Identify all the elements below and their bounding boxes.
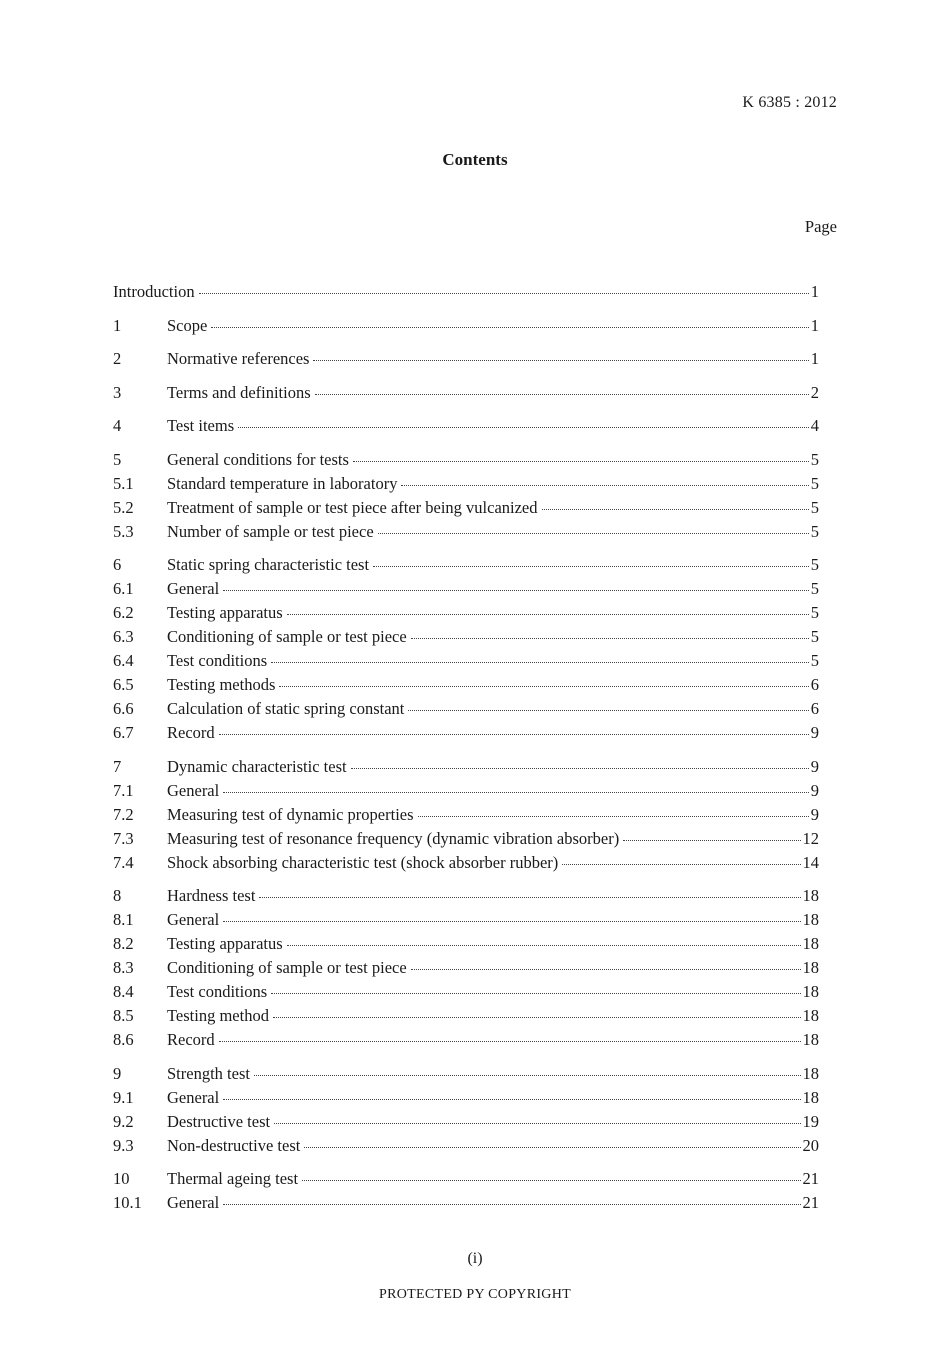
toc-entry-page: 9 [810, 723, 819, 742]
toc-entry[interactable] [113, 472, 819, 496]
toc-entry-label: Calculation of static spring constant [167, 699, 405, 718]
toc-entry[interactable] [113, 1062, 819, 1086]
toc-entry[interactable] [113, 625, 819, 649]
toc-entry-page: 2 [810, 382, 819, 402]
toc-entry-page: 5 [810, 627, 819, 646]
toc-entry[interactable] [113, 601, 819, 625]
toc-entry-label: Record [167, 723, 215, 742]
toc-entry-label: General [167, 579, 220, 598]
toc-entry-page: 5 [810, 497, 819, 517]
toc-dot-leader [378, 520, 809, 534]
table-of-contents [113, 280, 819, 1215]
toc-entry-label: General [167, 780, 220, 800]
toc-entry-page: 9 [810, 804, 819, 824]
toc-entry-label: General [167, 910, 220, 929]
toc-entry-number: 6.1 [113, 579, 134, 598]
toc-entry-page: 18 [802, 982, 819, 1001]
toc-dot-leader [219, 721, 809, 735]
toc-entry-label: Testing apparatus [167, 934, 283, 953]
toc-entry-number: 6.2 [113, 603, 134, 622]
toc-entry-page: 1 [810, 349, 819, 368]
toc-dot-leader [259, 884, 800, 898]
toc-entry-number: 3 [113, 382, 122, 402]
toc-entry-page: 18 [802, 958, 819, 977]
toc-entry-number: 9 [113, 1063, 122, 1083]
toc-entry-page: 18 [802, 910, 819, 929]
toc-entry-number: 8.4 [113, 982, 134, 1001]
toc-entry[interactable] [113, 755, 819, 779]
toc-entry[interactable] [113, 980, 819, 1004]
toc-entry[interactable] [113, 851, 819, 875]
toc-dot-leader [223, 1086, 800, 1100]
toc-entry-number: 9.1 [113, 1087, 134, 1107]
toc-entry-label: Test conditions [167, 651, 268, 670]
toc-entry-number: 6.4 [113, 651, 134, 670]
standard-id: K 6385 : 2012 [742, 94, 837, 111]
toc-dot-leader [274, 1110, 800, 1124]
toc-entry[interactable] [113, 448, 819, 472]
toc-entry-page: 6 [810, 675, 819, 694]
toc-dot-leader [315, 381, 809, 395]
toc-entry-number: 8.5 [113, 1006, 134, 1025]
toc-entry-label: Dynamic characteristic test [167, 756, 347, 776]
toc-entry-number: 7.2 [113, 804, 134, 824]
toc-dot-leader [279, 673, 808, 687]
toc-dot-leader [304, 1134, 800, 1148]
toc-dot-leader [542, 496, 809, 510]
toc-entry-label: Testing method [167, 1006, 269, 1025]
toc-dot-leader [562, 851, 800, 865]
toc-entry-label: Treatment of sample or test piece after being vulcanized [167, 497, 538, 517]
toc-entry-label: Measuring test of resonance frequency (dynamic vibration absorber) [167, 828, 620, 848]
toc-entry-label: Testing methods [167, 675, 276, 694]
toc-entry[interactable] [113, 520, 819, 544]
toc-entry-number: 5 [113, 449, 122, 469]
toc-entry-label: Measuring test of dynamic properties [167, 804, 414, 824]
toc-entry[interactable] [113, 721, 819, 745]
toc-dot-leader [287, 601, 809, 615]
toc-entry-label: Introduction [113, 282, 195, 301]
toc-entry-label: Test conditions [167, 982, 268, 1001]
toc-dot-leader [287, 932, 801, 946]
toc-entry-page: 14 [802, 852, 819, 872]
toc-dot-leader [271, 649, 809, 663]
toc-entry-page: 9 [810, 756, 819, 776]
toc-entry[interactable] [113, 1134, 819, 1158]
toc-entry[interactable] [113, 1004, 819, 1028]
toc-entry-number: 4 [113, 416, 122, 435]
toc-entry-page: 18 [802, 886, 819, 905]
toc-entry[interactable] [113, 649, 819, 673]
toc-entry-label: Hardness test [167, 886, 256, 905]
toc-entry[interactable] [113, 932, 819, 956]
toc-entry[interactable] [113, 779, 819, 803]
toc-dot-leader [223, 779, 809, 793]
toc-entry-number: 6.3 [113, 627, 134, 646]
toc-entry-page: 5 [810, 579, 819, 598]
toc-entry-label: Test items [167, 416, 235, 435]
toc-entry-number: 6 [113, 555, 122, 574]
toc-entry-number: 2 [113, 349, 122, 368]
toc-entry-label: Conditioning of sample or test piece [167, 958, 407, 977]
toc-entry-page: 1 [810, 282, 819, 301]
page-title: Contents [442, 150, 508, 169]
toc-entry-number: 1 [113, 315, 122, 335]
toc-dot-leader [411, 956, 801, 970]
toc-entry-number: 10 [113, 1169, 130, 1188]
toc-dot-leader [271, 980, 800, 994]
toc-entry-page: 18 [802, 1006, 819, 1025]
toc-entry-label: Thermal ageing test [167, 1169, 299, 1188]
toc-entry[interactable] [113, 1110, 819, 1134]
toc-entry-page: 18 [802, 1087, 819, 1107]
toc-entry-number: 6.7 [113, 723, 134, 742]
toc-dot-leader [219, 1028, 801, 1042]
toc-entry-page: 4 [810, 416, 819, 435]
toc-entry[interactable] [113, 956, 819, 980]
toc-entry[interactable] [113, 1167, 819, 1191]
toc-entry-number: 10.1 [113, 1193, 142, 1212]
toc-entry-page: 21 [802, 1193, 819, 1212]
toc-entry-label: Scope [167, 315, 208, 335]
toc-dot-leader [223, 577, 809, 591]
toc-entry[interactable] [113, 827, 819, 851]
toc-entry-number: 9.3 [113, 1135, 134, 1155]
page-column-label: Page [804, 217, 837, 236]
toc-entry-label: Strength test [167, 1063, 250, 1083]
toc-entry[interactable] [113, 673, 819, 697]
toc-dot-leader [353, 448, 809, 462]
toc-entry[interactable] [113, 553, 819, 577]
footer-page-number: (i) [467, 1250, 483, 1267]
toc-entry[interactable] [113, 697, 819, 721]
toc-entry-number: 8 [113, 886, 122, 905]
toc-entry[interactable] [113, 1191, 819, 1215]
toc-entry[interactable] [113, 577, 819, 601]
toc-entry[interactable] [113, 314, 819, 338]
toc-entry-page: 9 [810, 780, 819, 800]
toc-entry-label: Number of sample or test piece [167, 521, 374, 541]
toc-entry-page: 18 [802, 1063, 819, 1083]
toc-dot-leader [373, 553, 809, 567]
toc-entry-number: 8.6 [113, 1030, 134, 1049]
footer-copyright: PROTECTED PY COPYRIGHT [379, 1287, 571, 1302]
toc-entry-label: Record [167, 1030, 215, 1049]
toc-entry-number: 5.2 [113, 497, 134, 517]
toc-entry-label: Testing apparatus [167, 603, 283, 622]
toc-entry-label: Terms and definitions [167, 382, 311, 402]
toc-entry-page: 18 [802, 934, 819, 953]
toc-entry-page: 1 [810, 315, 819, 335]
toc-dot-leader [223, 1191, 800, 1205]
toc-dot-leader [408, 697, 808, 711]
toc-entry-number: 8.3 [113, 958, 134, 977]
toc-entry[interactable] [113, 414, 819, 438]
toc-dot-leader [273, 1004, 801, 1018]
toc-entry-page: 19 [802, 1111, 819, 1131]
toc-dot-leader [302, 1167, 800, 1181]
toc-entry-label: Static spring characteristic test [167, 555, 370, 574]
toc-entry[interactable] [113, 347, 819, 371]
toc-entry-number: 5.1 [113, 473, 134, 493]
toc-entry[interactable] [113, 1028, 819, 1052]
toc-entry-label: General [167, 1087, 220, 1107]
toc-dot-leader [313, 347, 808, 361]
toc-entry-number: 6.5 [113, 675, 134, 694]
toc-entry[interactable] [113, 884, 819, 908]
toc-dot-leader [223, 908, 800, 922]
toc-entry-page: 5 [810, 473, 819, 493]
toc-entry-number: 7 [113, 756, 122, 776]
toc-entry[interactable] [113, 803, 819, 827]
toc-entry-label: General conditions for tests [167, 449, 349, 469]
toc-entry-number: 8.2 [113, 934, 134, 953]
toc-dot-leader [351, 755, 809, 769]
toc-entry[interactable] [113, 1086, 819, 1110]
toc-entry-number: 7.1 [113, 780, 134, 800]
toc-entry-number: 8.1 [113, 910, 134, 929]
toc-dot-leader [211, 314, 808, 328]
toc-entry-label: Standard temperature in laboratory [167, 473, 398, 493]
toc-dot-leader [254, 1062, 801, 1076]
toc-entry-number: 5.3 [113, 521, 134, 541]
toc-dot-leader [199, 280, 809, 294]
toc-entry-page: 20 [802, 1135, 819, 1155]
toc-entry-page: 18 [802, 1030, 819, 1049]
toc-dot-leader [411, 625, 809, 639]
toc-dot-leader [401, 472, 808, 486]
toc-entry-number: 7.3 [113, 828, 134, 848]
toc-entry-label: Conditioning of sample or test piece [167, 627, 407, 646]
toc-entry[interactable] [113, 496, 819, 520]
toc-entry-page: 5 [810, 555, 819, 574]
toc-entry-page: 21 [802, 1169, 819, 1188]
toc-entry-page: 12 [802, 828, 819, 848]
toc-entry-label: Shock absorbing characteristic test (shock absorber rubber) [167, 852, 559, 872]
toc-entry-label: Normative references [167, 349, 310, 368]
toc-entry[interactable] [113, 908, 819, 932]
toc-dot-leader [418, 803, 809, 817]
toc-entry-number: 6.6 [113, 699, 134, 718]
toc-entry-number: 7.4 [113, 852, 134, 872]
toc-entry-number: 9.2 [113, 1111, 134, 1131]
toc-entry-page: 5 [810, 603, 819, 622]
toc-entry-label: Non-destructive test [167, 1135, 301, 1155]
toc-entry[interactable] [113, 381, 819, 405]
toc-entry-page: 5 [810, 521, 819, 541]
toc-entry-label: General [167, 1193, 220, 1212]
toc-entry-page: 6 [810, 699, 819, 718]
toc-entry-page: 5 [810, 651, 819, 670]
toc-entry-label: Destructive test [167, 1111, 271, 1131]
toc-entry[interactable] [113, 280, 819, 304]
toc-dot-leader [238, 414, 809, 428]
toc-dot-leader [623, 827, 800, 841]
toc-entry-page: 5 [810, 449, 819, 469]
